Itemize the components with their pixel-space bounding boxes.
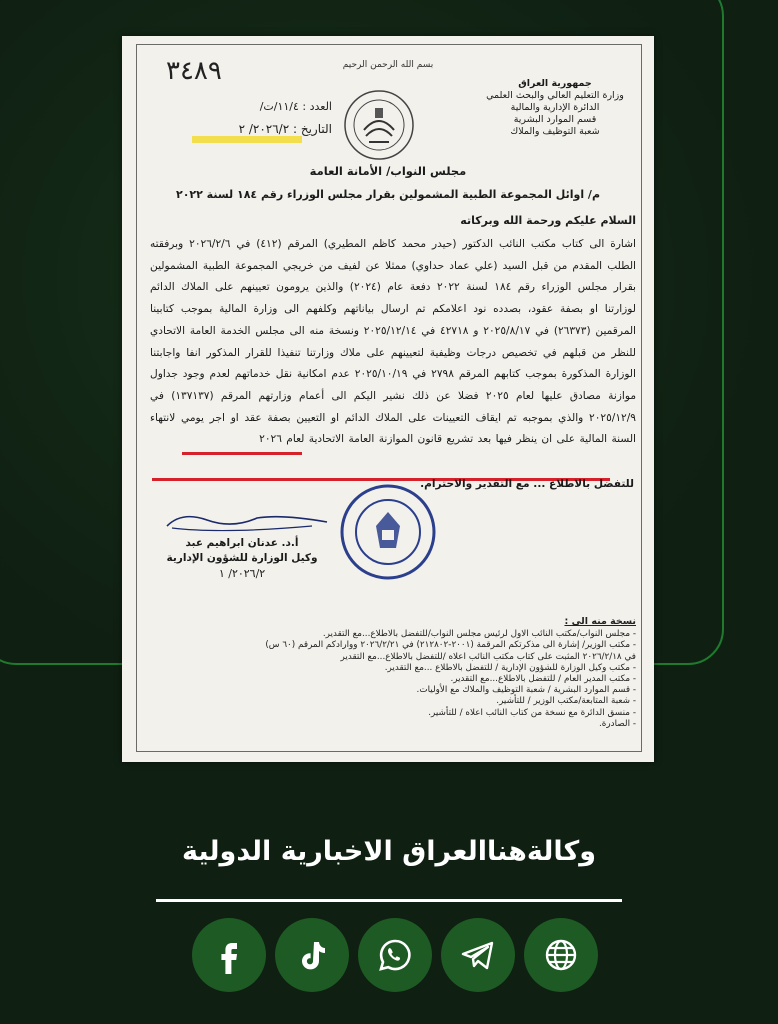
copy-item: - الصادرة. bbox=[599, 718, 636, 729]
ref-date: التاريخ : ٢٠٢٦/٢/ ٢ bbox=[238, 122, 332, 136]
social-links bbox=[192, 918, 598, 992]
ministry-header bbox=[470, 78, 640, 138]
ref-number: العدد : ١١/٤/ت/ bbox=[259, 100, 332, 113]
copy-item: - شعبة المتابعة/مكتب الوزير / للتأشير. bbox=[496, 696, 636, 707]
telegram-button[interactable] bbox=[441, 918, 515, 992]
copy-item: - مجلس النواب/مكتب النائب الاول لرئيس مجلس النواب/للتفضل بالاطلاع...مع التقدير. bbox=[322, 629, 636, 640]
official-stamp-icon bbox=[338, 482, 438, 582]
subject: م/ اوائل المجموعة الطبية المشمولين بقرار مجلس الوزراء رقم ١٨٤ لسنة ٢٠٢٢ bbox=[175, 188, 601, 201]
copy-item: - مكتب وكيل الوزارة للشؤون الإدارية / للتفضل بالاطلاع ...مع التقدير. bbox=[384, 662, 636, 673]
recipient: مجلس النواب/ الأمانة العامة bbox=[309, 164, 467, 178]
copy-item: - مكتب المدير العام / للتفضل بالاطلاع...مع التقدير. bbox=[450, 674, 636, 685]
copies-title: نسخة منه الى : bbox=[564, 616, 636, 627]
tiktok-icon bbox=[292, 935, 332, 975]
ministry-line: جمهورية العراق bbox=[518, 78, 592, 89]
ministry-line: وزارة التعليم العالي والبحث العلمي bbox=[486, 90, 624, 101]
ministry-line: الدائرة الإدارية والمالية bbox=[510, 102, 600, 113]
letter-body: اشارة الى كتاب مكتب النائب الدكتور (حيدر محمد كاظم المطيري) المرقم (٤١٢) في ٢٠٢٦/٢/٦ وبرفقته الطلب المقدم من قبل السيد (علي عماد حداوي) ممثلا عن لفيف من خريجي المجموعة الطبية المشمولين بقرار مجلس الوزراء رقم ١٨٤ لسنة ٢٠٢٢ دفعة عام (٢٠٢٤) والذين يرومون تعيينهم على الملاك الدائم لوزارتنا او بصفة عقود، بصدده نود اعلامكم تم ارسال بياناتهم وكلفهم الى وزارة المالية بموجب كتابينا المرقمين (٢٦٣٧٣) في ٢٠٢٥/٨/١٧ و ٤٢٧١٨ في ٢٠٢٥/١٢/١٤ ونسخة منه الى مجلس الخدمة العامة الاتحادي للنظر من قبلهم في تخصيص درجات وظيفية لتعيينهم على ملاك وزارتنا تنفيذا للقرار المذكور انفا واجابتنا الوزارة المذكورة بموجب كتابهم المرقم ٢٧٩٨ في ٢٠٢٥/١٠/١٩ عدم امكانية نقل خدماتهم لعدم وجود جداول موازنة مصادق عليها لعام ٢٠٢٥ فضلا عن ذلك نشير اليكم الى أعمام وزارتهم المرقم (١٣٧١٣٧) في ٢٠٢٥/١٢/٩ والذي بموجبه تم ايقاف التعيينات على الملاك الدائم او التعيين بصفة عقد او اجر يومي لانتهاء السنة المالية على ان ينظر فيها بعد تشريع قانون الموازنة العامة الاتحادية لعام ٢٠٢٦ bbox=[150, 238, 637, 446]
agency-name: وكالةهناالعراق الاخبارية الدولية bbox=[182, 836, 596, 867]
signature-icon bbox=[162, 506, 332, 536]
tiktok-button[interactable] bbox=[275, 918, 349, 992]
basmala: بسم الله الرحمن الرحيم bbox=[342, 60, 434, 70]
signer-block bbox=[162, 536, 322, 581]
handwritten-number: ٣٤٨٩ bbox=[166, 56, 222, 86]
signer-title: وكيل الوزارة للشؤون الإدارية bbox=[166, 552, 318, 564]
whatsapp-button[interactable] bbox=[358, 918, 432, 992]
official-letter bbox=[122, 36, 654, 762]
reference-block bbox=[182, 96, 332, 140]
ministry-emblem-icon bbox=[342, 88, 416, 162]
telegram-icon bbox=[458, 935, 498, 975]
ministry-line: قسم الموارد البشرية bbox=[513, 114, 597, 125]
copy-item: - مكتب الوزير/ إشارة الى مذكرتكم المرقمة (٢٠٠١-٢١٢٨٠٢) في ٢٠٢٦/٢/٢١ ووارادكم المرقم (٦٠ س) في ٢٠٢٦/٢/١٨ المثبت على كتاب مكتب النائب اعلاه /للتفضل بالاطلاع...مع التقدير bbox=[265, 640, 636, 662]
website-button[interactable] bbox=[524, 918, 598, 992]
globe-icon bbox=[541, 935, 581, 975]
ministry-line: شعبة التوظيف والملاك bbox=[510, 126, 600, 137]
copy-item: - منسق الدائرة مع نسخة من كتاب النائب اعلاه / للتأشير. bbox=[428, 707, 636, 718]
agency-divider bbox=[156, 899, 622, 902]
signer-name: أ.د. عدنان ابراهيم عبد bbox=[185, 537, 299, 549]
signer-date: ٢٠٢٦/٢/ ١ bbox=[218, 567, 266, 580]
copies-list bbox=[256, 616, 636, 730]
facebook-icon bbox=[209, 935, 249, 975]
red-underline bbox=[182, 452, 302, 455]
closing bbox=[420, 474, 634, 494]
greeting: السلام عليكم ورحمة الله وبركاته bbox=[460, 214, 636, 227]
whatsapp-icon bbox=[375, 935, 415, 975]
closing-line: للتفضل بالاطلاع ... مع التقدير والاحترام. bbox=[420, 478, 634, 490]
facebook-button[interactable] bbox=[192, 918, 266, 992]
copy-item: - قسم الموارد البشرية / شعبة التوظيف والملاك مع الأوليات. bbox=[416, 685, 636, 696]
